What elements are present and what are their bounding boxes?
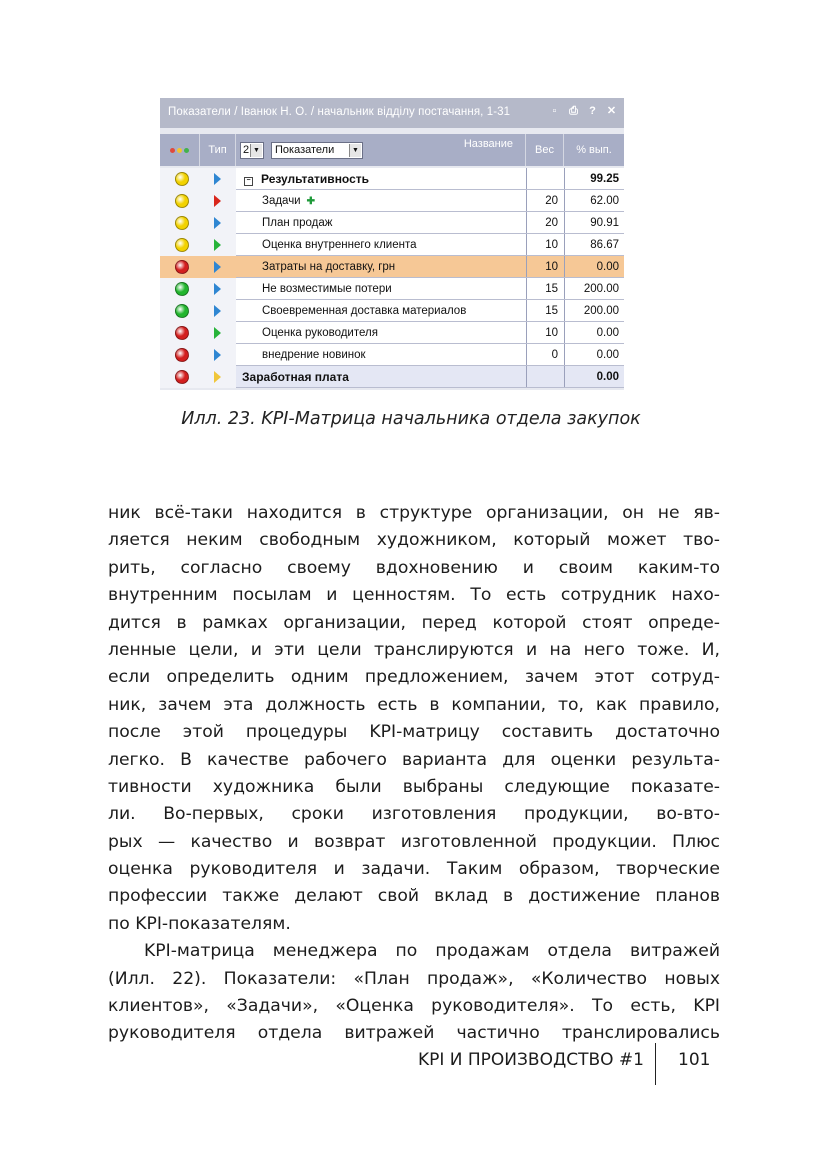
row-name: [262, 190, 315, 212]
window-title: Показатели / Іванюк Н. О. / начальник відділу постачання, 1-31: [168, 106, 511, 118]
text-line: по KPI-показателям.: [108, 913, 291, 934]
text-line: ляется неким свободным художником, который может тво-: [108, 530, 720, 551]
text-line: ник, зачем эта должность есть в компании, то, как правило,: [108, 694, 720, 715]
text-line: профессии также делают свой вклад в достижение планов: [108, 886, 720, 907]
table-row[interactable]: [160, 344, 624, 366]
group-select-value: Показатели: [275, 144, 335, 156]
table-row[interactable]: [160, 190, 624, 212]
text-line: внутренним посылам и ценностям. То есть сотрудник нахо-: [108, 585, 720, 606]
row-weight: 10: [526, 234, 564, 256]
status-cell: [160, 168, 200, 190]
text-line: тивности художника были выбраны следующие показате-: [108, 776, 720, 797]
text-line: легко. В качестве рабочего варианта для оценки результа-: [108, 749, 720, 770]
row-weight: 10: [526, 256, 564, 278]
row-percent: 99.25: [564, 168, 624, 190]
chevron-down-icon: ▼: [250, 144, 262, 157]
row-name: [262, 300, 466, 322]
type-triangle-icon: [214, 195, 221, 207]
row-percent: 200.00: [564, 300, 624, 322]
print-icon[interactable]: ⎙: [569, 105, 578, 117]
row-name: [262, 278, 392, 300]
row-name-text: Заработная плата: [242, 370, 349, 384]
table-row[interactable]: [160, 366, 624, 388]
row-name-text: Не возместимые потери: [262, 283, 392, 295]
type-triangle-icon: [214, 217, 221, 229]
body-text: [108, 500, 720, 1048]
page-number: 101: [678, 1050, 711, 1070]
row-percent: 86.67: [564, 234, 624, 256]
percent-column-header: % вып.: [564, 134, 624, 166]
status-light-icon: [175, 282, 189, 296]
row-weight: 15: [526, 300, 564, 322]
row-percent: 200.00: [564, 278, 624, 300]
row-percent: 0.00: [564, 344, 624, 366]
status-cell: [160, 256, 200, 278]
window-titlebar: [160, 98, 624, 128]
row-name-text: Своевременная доставка материалов: [262, 305, 467, 317]
text-line: дится в рамках организации, перед которой стоят опреде-: [108, 612, 720, 633]
row-percent: 62.00: [564, 190, 624, 212]
status-light-icon: [175, 326, 189, 340]
status-light-icon: [175, 348, 189, 362]
type-triangle-icon: [214, 327, 221, 339]
row-percent: 0.00: [564, 366, 624, 388]
minimize-icon[interactable]: ▫: [552, 105, 557, 117]
status-light-icon: [175, 260, 189, 274]
grid-header: [160, 134, 624, 166]
text-line: оценка руководителя и задачи. Таким образом, творческие: [108, 859, 720, 880]
row-weight: [526, 168, 564, 190]
row-percent: 0.00: [564, 322, 624, 344]
table-row[interactable]: [160, 212, 624, 234]
type-triangle-icon: [214, 239, 221, 251]
text-line: руководителя отдела витражей частично транслировались: [108, 1023, 720, 1044]
status-cell: [160, 366, 200, 388]
type-triangle-icon: [214, 305, 221, 317]
row-percent: 90.91: [564, 212, 624, 234]
table-row[interactable]: [160, 322, 624, 344]
table-row[interactable]: [160, 278, 624, 300]
row-name-text: Оценка руководителя: [262, 327, 378, 339]
text-line: клиентов», «Задачи», «Оценка руководителя». То есть, KPI: [108, 996, 720, 1017]
text-line: ленные цели, и эти цели транслируются и на него тоже. И,: [108, 639, 720, 660]
name-column-header: [236, 134, 526, 166]
add-icon[interactable]: ✚: [306, 196, 316, 207]
row-percent: 0.00: [564, 256, 624, 278]
text-line: KPI-матрица менеджера по продажам отдела витражей: [144, 941, 720, 962]
figure-caption: Илл. 23. KPI-Матрица начальника отдела закупок: [181, 409, 641, 429]
status-cell: [160, 322, 200, 344]
row-name-text: План продаж: [262, 217, 333, 229]
status-cell: [160, 212, 200, 234]
group-select[interactable]: [271, 142, 363, 159]
status-cell: [160, 344, 200, 366]
row-weight: 20: [526, 212, 564, 234]
row-name: [242, 366, 349, 388]
status-light-icon: [175, 172, 189, 186]
row-divider: [236, 387, 624, 388]
chevron-down-icon: ▼: [349, 144, 361, 157]
status-light-icon: [175, 194, 189, 208]
table-row[interactable]: [160, 300, 624, 322]
traffic-light-icon: [170, 148, 189, 153]
status-column-header: [160, 134, 200, 166]
row-name: [262, 212, 332, 234]
close-icon[interactable]: ✕: [606, 105, 617, 117]
row-name-text: внедрение новинок: [262, 349, 366, 361]
text-line: рить, согласно своему вдохновению и своим каким-то: [108, 557, 720, 578]
type-triangle-icon: [214, 261, 221, 273]
status-cell: [160, 234, 200, 256]
status-cell: [160, 278, 200, 300]
kpi-grid: [160, 128, 624, 390]
row-weight: 0: [526, 344, 564, 366]
row-weight: 20: [526, 190, 564, 212]
row-weight: [526, 366, 564, 388]
status-light-icon: [175, 216, 189, 230]
name-header-label: Название: [463, 138, 513, 150]
table-row[interactable]: [160, 234, 624, 256]
row-name: [262, 322, 378, 344]
row-name-text: Задачи: [262, 195, 301, 207]
row-name: [262, 344, 366, 366]
window-controls: [548, 104, 618, 119]
help-icon[interactable]: ?: [589, 105, 596, 117]
status-cell: [160, 300, 200, 322]
row-name-text: Результативность: [261, 172, 370, 186]
weight-column-header: Вес: [526, 134, 564, 166]
text-line: после этой процедуры KPI-матрицу составить достаточно: [108, 722, 720, 743]
row-name-text: Оценка внутреннего клиента: [262, 239, 417, 251]
footer-divider: [655, 1043, 656, 1085]
row-name: [244, 168, 369, 190]
type-triangle-icon: [214, 283, 221, 295]
text-line: ли. Во-первых, сроки изготовления продукции, во-вто-: [108, 804, 720, 825]
table-row[interactable]: [160, 256, 624, 278]
text-line: ник всё-таки находится в структуре организации, он не яв-: [108, 503, 720, 523]
type-triangle-icon: [214, 173, 221, 185]
row-weight: 15: [526, 278, 564, 300]
status-light-icon: [175, 238, 189, 252]
row-weight: 10: [526, 322, 564, 344]
status-cell: [160, 190, 200, 212]
row-name: [262, 256, 395, 278]
collapse-icon[interactable]: −: [244, 177, 253, 186]
text-line: если определить одним предложением, зачем этот сотруд-: [108, 667, 720, 688]
text-line: (Илл. 22). Показатели: «План продаж», «Количество новых: [108, 968, 720, 989]
status-light-icon: [175, 370, 189, 384]
running-title: KPI И ПРОИЗВОДСТВО #1: [417, 1050, 644, 1070]
kpi-matrix-screenshot: [160, 98, 624, 390]
type-column-header: Тип: [200, 134, 236, 166]
row-name: [262, 234, 417, 256]
row-name-text: Затраты на доставку, грн: [262, 261, 396, 273]
text-line: рых — качество и возврат изготовленной продукции. Плюс: [108, 831, 720, 852]
type-triangle-icon: [214, 371, 221, 383]
status-light-icon: [175, 304, 189, 318]
level-value: 2: [243, 144, 250, 156]
table-row[interactable]: [160, 168, 624, 190]
level-select[interactable]: [240, 142, 264, 159]
type-triangle-icon: [214, 349, 221, 361]
